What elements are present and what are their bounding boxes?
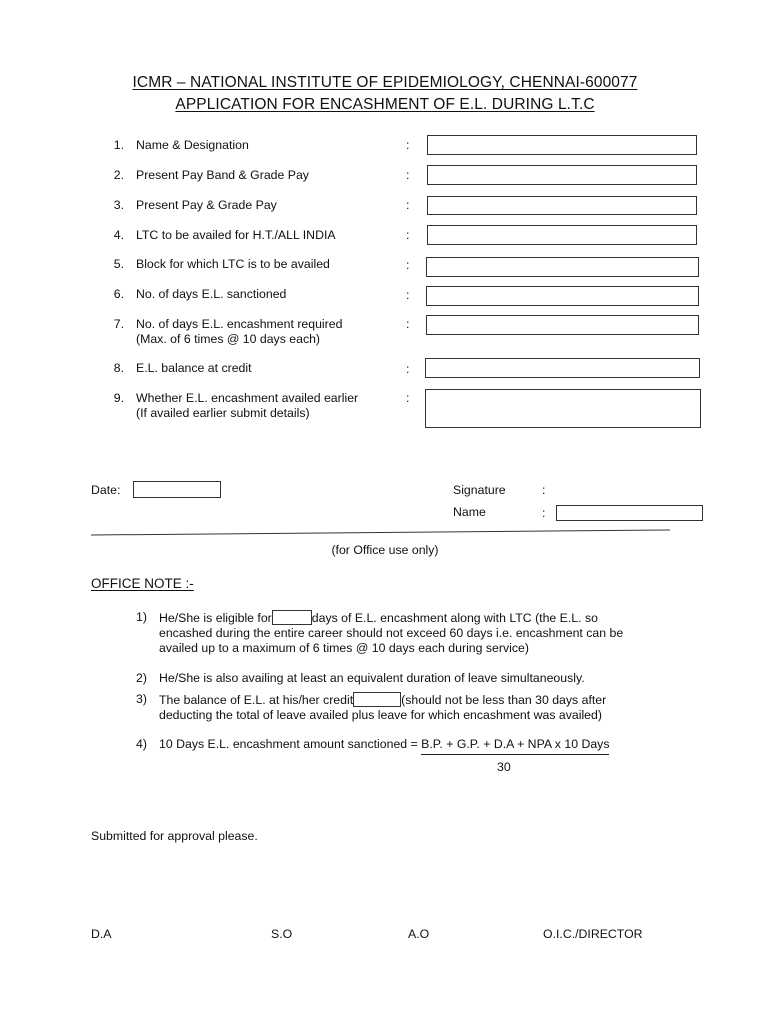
signatory-oic-director: O.I.C./DIRECTOR [543,927,643,941]
field-colon: : [406,168,410,182]
note-text: deducting the total of leave availed plus leave for which encashment was availed) [159,708,602,722]
field-colon: : [406,138,410,152]
submitted-for-approval: Submitted for approval please. [91,829,258,843]
form-header-institute: ICMR – NATIONAL INSTITUTE OF EPIDEMIOLOGY, CHENNAI-600077 [132,74,638,91]
note-eligible-days [159,610,598,627]
field-number: 5. [113,257,124,271]
field-label-el-encashment-required: No. of days E.L. encashment required [136,317,343,331]
field-colon: : [406,362,410,376]
note-el-balance [159,692,606,709]
note-text: He/She is also availing at least an equivalent duration of leave simultaneously. [159,671,585,685]
field-label-ltc-availed-for: LTC to be availed for H.T./ALL INDIA [136,228,336,242]
note-text: days of E.L. encashment along with LTC (the E.L. so [311,611,598,625]
signatory-ao: A.O [408,927,430,941]
field-colon: : [406,198,410,212]
field-colon: : [406,288,410,302]
note-text: availed up to a maximum of 6 times @ 10 days each during service) [159,641,529,655]
note-text: (should not be less than 30 days after [401,693,607,707]
field-number: 2. [113,168,124,182]
note-number: 1) [136,610,147,624]
name-colon: : [542,506,546,520]
field-label-ltc-block: Block for which LTC is to be availed [136,257,330,271]
field-number: 1. [113,138,124,152]
field-number: 6. [113,287,124,301]
encashment-formula [159,737,609,755]
note-number: 3) [136,692,147,706]
office-use-label: (for Office use only) [331,543,439,557]
field-colon: : [406,258,410,272]
note-text: encashed during the entire career should not exceed 60 days i.e. encashment can be [159,626,624,640]
signature-colon: : [542,483,546,497]
signatory-da: D.A [91,927,112,941]
signatory-so: S.O [271,927,293,941]
eligible-days-field[interactable] [272,610,312,625]
formula-denominator: 30 [497,760,511,774]
note-text: 10 Days E.L. encashment amount sanctioned = [159,737,422,751]
field-label-el-availed-earlier: Whether E.L. encashment availed earlier [136,391,359,405]
field-label-name-designation: Name & Designation [136,138,249,152]
signature-label: Signature [453,483,506,497]
field-number: 7. [113,317,124,331]
note-number: 2) [136,671,147,685]
field-number: 8. [113,361,124,375]
note-text: The balance of E.L. at his/her credit [159,693,354,707]
field-colon: : [406,391,410,405]
form-title: APPLICATION FOR ENCASHMENT OF E.L. DURING L.T.C [175,96,595,113]
field-label-el-balance: E.L. balance at credit [136,361,252,375]
field-number: 9. [113,391,124,405]
field-sublabel-availed-details: (If availed earlier submit details) [136,406,310,420]
field-colon: : [406,228,410,242]
date-label: Date: [91,483,121,497]
note-number: 4) [136,737,147,751]
el-balance-credit-field[interactable] [353,692,401,707]
field-number: 4. [113,228,124,242]
note-text: He/She is eligible for [159,611,272,625]
field-label-pay-band: Present Pay Band & Grade Pay [136,168,309,182]
name-label: Name [453,505,486,519]
field-number: 3. [113,198,124,212]
field-label-el-sanctioned: No. of days E.L. sanctioned [136,287,287,301]
office-note-heading: OFFICE NOTE :- [91,576,194,591]
field-colon: : [406,317,410,331]
formula-numerator: B.P. + G.P. + D.A + NPA x 10 Days [421,737,609,755]
field-sublabel-max: (Max. of 6 times @ 10 days each) [136,332,321,346]
field-label-present-pay: Present Pay & Grade Pay [136,198,277,212]
